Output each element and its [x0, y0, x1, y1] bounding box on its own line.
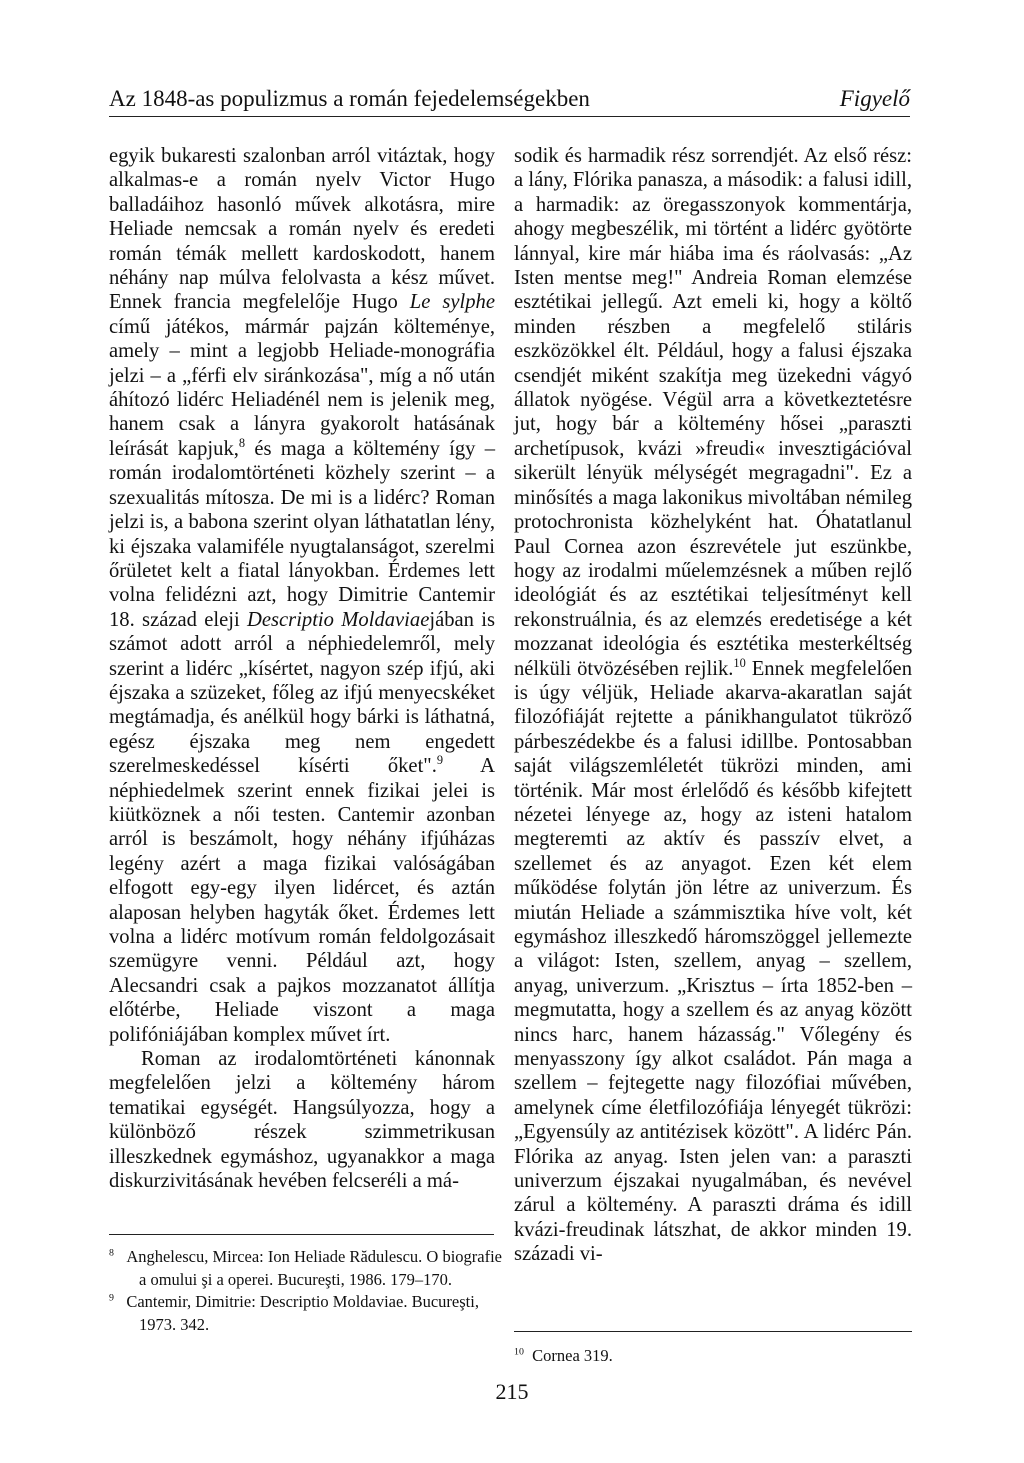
footnote-rule-left: [109, 1234, 494, 1235]
italic-title: Descriptio Moldaviae: [247, 608, 430, 631]
footnote-number: 9: [109, 1292, 114, 1304]
footnote-text: Cantemir, Dimitrie: Descriptio Moldaviae. Bucureşti, 1973. 342.: [126, 1292, 479, 1334]
running-title: Az 1848-as populizmus a román fejedelemségekben: [109, 86, 590, 111]
footnotes-left: [109, 1246, 504, 1336]
footnote-text: Anghelescu, Mircea: Ion Heliade Rădulescu. O biografie a omului şi a operei. Bucureşti, 1986. 179–170.: [126, 1247, 503, 1289]
left-paragraph-2: Roman az irodalomtörténeti kánonnak megfelelően jelzi a költemény három tematikai egységét. Hangsúlyozza, hogy a különböző részek szimmetrikusan illeszkednek egymáshoz, ugyanakkor a maga diskurzivitásának hevében felcseréli a má-: [109, 1048, 495, 1193]
footnote-number: 10: [514, 1346, 524, 1358]
italic-title: Le sylphe: [409, 291, 495, 314]
left-paragraph-1: [109, 144, 495, 1047]
footnote-rule-right: [514, 1331, 912, 1332]
text-run: sodik és harmadik rész sorrendjét. Az első rész: a lány, Flórika panasza, a második: a falusi idill, a harmadik: az öregasszonyok kommentárja, ahogy megbeszélik, mi történt a lidérc gyötörte lánnyal, kire már hiába ima és ráolvasás: „Az Isten mentse meg!" Andreia Roman elemzése esztétikai jellegű. Azt emeli ki, hogy a költő minden részben a megfelelő stiláris eszközökkel élt. Például, hogy a falusi éjszaka csendjét miként szakítja meg üzekedni vágyó állatok nyögése. Végül arra a következtetésre jut, hogy bár a költemény hősei „paraszti archetípusok, kvázi »freudi« invesztigációval sikerült lényük mélységét megragadni". Ez a minősítés a maga lakonikus mivoltában némileg protochronista közhelyként hat. Óhatatlanul Paul Cornea azon észrevétele jut eszünkbe, hogy az irodalmi műelemzésnek a műben rejlő ideológiát és az esztétikai teljesítményt kell rekonstruálnia, és az elemzés eredetisége a két mozzanat ideológia és esztétika mesterkéltség nélküli ötvözésében rejlik.: [514, 145, 912, 680]
right-paragraph: [514, 144, 912, 1267]
left-column: [109, 144, 495, 1193]
text-run: jában is számot adott arról a néphiedelemről, mely szerint a lidérc „kísértet, nagyon szép ifjú, aki éjszaka a szüzeket, főleg az ifjú menyecskéket megtámadja, és anélkül hogy bárki is láthatná, egész éjszaka meg nem engedett szerelmeskedéssel kísérti őket".: [109, 608, 495, 778]
page-number: 215: [495, 1379, 529, 1404]
footnotes-right: [514, 1345, 912, 1368]
text-run: című játékos, mármár pajzán költeménye, amely – mint a legjobb Heliade-monográfia jelzi – a „férfi elv siránkozása", míg a nő után áhítozó lidérc Heliadénél nem is jelenik meg, hanem csak a lányra gyakorolt hatásának leírását kapjuk,: [109, 315, 495, 460]
right-column: [514, 144, 912, 1267]
footnote-ref-10: 10: [733, 655, 746, 670]
footnote-text: Cornea 319.: [532, 1346, 613, 1365]
footnote-ref-8: 8: [238, 436, 246, 451]
footnote-8: [109, 1246, 504, 1291]
text-run: Ennek megfelelően is úgy véljük, Heliade akarva-akaratlan saját filozófiáját rejtette a pánikhangulatot tükröző párbeszédekbe és a falusi idillbe. Pontosabban saját világszemléletét tükrözi minden, ami történik. Már most érlelődő és később kifejtett nézetei lényege az, hogy az isteni hatalom megteremti az aktív és passzív elvet, a szellemet és az anyagot. Ezen két elem működése folytán jön létre az univerzum. És miután Heliade a számmisztika híve volt, két egymáshoz illeszkedő háromszöggel jellemezte a világot: Isten, szellem, anyag – szellem, anyag, univerzum. „Krisztus – írta 1852-ben – megmutatta, hogy a szellem és az anyag között nincs harc, hanem házasság." Vőlegény és menyasszony így alkot családot. Pán maga a szellem – fejtegette nagy filozófiai művében, amelynek címe életfilozófiája lényegét tükrözi: „Egyensúly az antitézisek között". A lidérc Pán. Flórika az anyag. Isten jelen van: a paraszti univerzum éjszakai nyugalmában, és nevével zárul a költemény. A paraszti dráma és idill kvázi-freudinak látszhat, de akkor minden 19. századi vi-: [514, 657, 912, 1266]
text-run: egyik bukaresti szalonban arról vitáztak, hogy alkalmas-e a román nyelv Victor Hugo balladáihoz hasonló művek alkotásra, mire Heliade nemcsak a román nyelv és eredeti román témák mellett kardoskodott, hanem néhány nap múlva felolvasta a kész művet. Ennek francia megfelelője Hugo: [109, 145, 495, 314]
footnote-9: [109, 1291, 504, 1336]
running-header: [109, 86, 910, 117]
text-run: és maga a költemény így – román irodalomtörténeti közhely szerint – a szexualitás mítosza. De mi is a lidérc? Roman jelzi is, a babona szerint olyan láthatatlan lény, ki éjszaka valamiféle nyugtalanságot, szerelmi őrületet kelt a fiatal lányokban. Érdemes lett volna felidézni azt, hogy Dimitrie Cantemir 18. század eleji: [109, 437, 495, 631]
footnote-ref-9: 9: [436, 753, 444, 768]
footnote-number: 8: [109, 1247, 114, 1259]
section-label: Figyelő: [839, 86, 910, 111]
footnote-10: [514, 1345, 912, 1368]
text-run: A néphiedelmek szerint ennek fizikai jelei is kiütköznek a női testen. Cantemir azonban arról is beszámolt, hogy néhány ifjúházas legény azért a maga fizikai valóságában elfogott egy-egy ilyen lidércet, és aztán alaposan helyben hagyták őket. Érdemes lett volna a lidérc motívum román feldolgozásait szemügyre venni. Például azt, hogy Alecsandri csak a pajkos mozzanatot állítja előtérbe, Heliade viszont a maga polifóniájában komplex művet írt.: [109, 755, 495, 1046]
